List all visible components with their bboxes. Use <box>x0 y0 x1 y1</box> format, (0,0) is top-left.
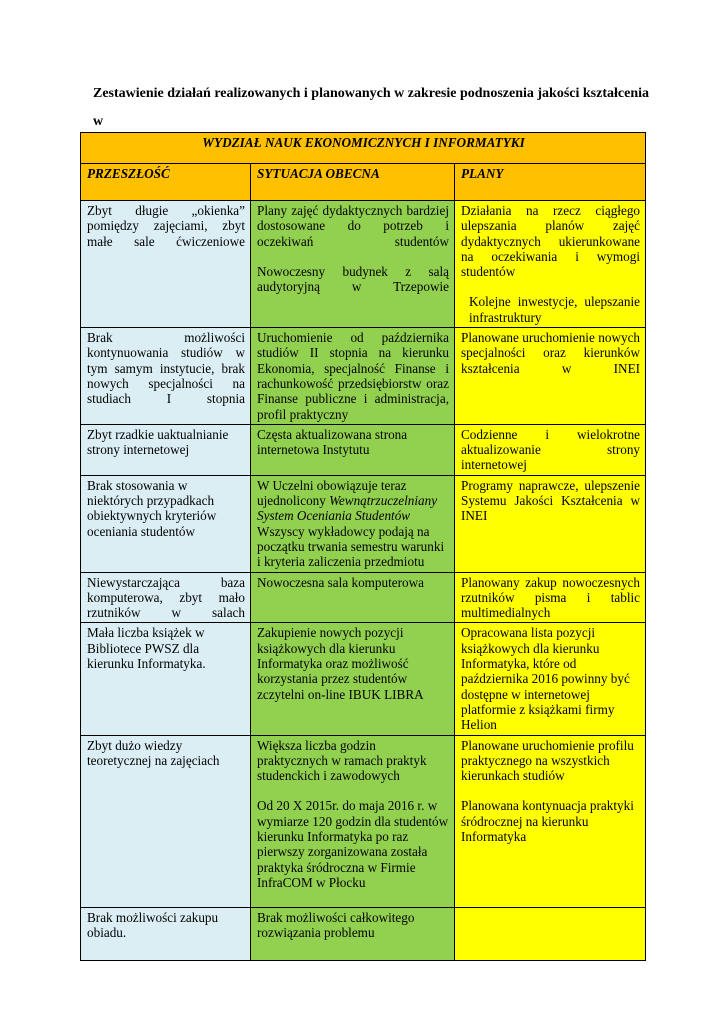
quality-actions-table <box>80 132 646 961</box>
present-paragraph: Plany zajęć dydaktycznych bardziej dostosowane do potrzeb i oczekiwań studentów <box>257 203 449 249</box>
plans-paragraph: Planowane uruchomienie profilu praktycznego na wszystkich kierunkach studiów <box>461 737 634 784</box>
header-past: PRZESZŁOŚĆ <box>81 164 251 201</box>
plans-cell: Planowane uruchomienie nowych specjalności oraz kierunków kształcenia w INEI <box>455 328 646 425</box>
plans-paragraph: Planowana kontynuacja praktyki śródrocznej na kierunku Informatyka <box>461 798 634 844</box>
present-cell: Brak możliwości całkowitego rozwiązania problemu <box>251 907 455 960</box>
plans-cell: Opracowana lista pozycji książkowych dla kierunku Informatyka, które od października 2016 powinny być dostępne w internetowej platformie z książkami firmy Helion <box>455 623 646 735</box>
plans-cell <box>455 907 646 960</box>
faculty-name: WYDZIAŁ NAUK EKONOMICZNYCH I INFORMATYKI <box>81 133 646 164</box>
present-paragraph: Nowoczesny budynek z salą audytoryjną w Trzepowie <box>257 263 449 295</box>
present-paragraph: Większa liczba godzin praktycznych w ramach praktyk studenckich i zawodowych <box>257 737 427 784</box>
plans-cell <box>455 201 646 328</box>
present-cell: Nowoczesna sala komputerowa <box>251 572 455 623</box>
present-text: W Uczelni obowiązuje teraz ujednolicony <box>257 477 407 509</box>
header-plans: PLANY <box>455 164 646 201</box>
present-cell <box>251 201 455 328</box>
header-row <box>81 164 646 201</box>
present-cell: Zakupienie nowych pozycji książkowych dla kierunku Informatyka oraz możliwość korzystania przez studentów zczytelni on-line IBUK LIBRA <box>251 623 455 735</box>
wsos-name: Wewnątrzuczelniany System Oceniania Studentów <box>257 493 438 524</box>
past-cell: Mała liczba książek w Bibliotece PWSZ dla kierunku Informatyka. <box>81 623 251 735</box>
plans-cell: Programy naprawcze, ulepszenie Systemu Jakości Kształcenia w INEI <box>455 475 646 572</box>
table-row <box>81 201 646 328</box>
plans-paragraph: Kolejne inwestycje, ulepszanie infrastruktury <box>469 294 641 325</box>
present-paragraph: Od 20 X 2015r. do maja 2016 r. w wymiarze 120 godzin dla studentów kierunku Informatyka po raz pierwszy zorganizowana została praktyka śródroczna w Firmie InfraCOM w Płocku <box>257 798 449 890</box>
table-row <box>81 572 646 623</box>
table-row <box>81 735 646 907</box>
faculty-row <box>81 133 646 164</box>
plans-cell <box>455 735 646 907</box>
present-cell: Częsta aktualizowana strona internetowa Instytutu <box>251 424 455 475</box>
past-cell: Zbyt rzadkie uaktualnianie strony internetowej <box>81 424 251 475</box>
past-cell: Brak możliwości kontynuowania studiów w tym samym instytucie, brak nowych specjalności na studiach I stopnia <box>81 328 251 425</box>
past-cell: Zbyt dużo wiedzy teoretycznej na zajęciach <box>81 735 251 907</box>
plans-cell: Codzienne i wielokrotne aktualizowanie strony internetowej <box>455 424 646 475</box>
present-cell <box>251 735 455 907</box>
plans-cell: Planowany zakup nowoczesnych rzutników pisma i tablic multimedialnych <box>455 572 646 623</box>
past-cell: Brak stosowania w niektórych przypadkach obiektywnych kryteriów oceniania studentów <box>81 475 251 572</box>
present-cell <box>251 475 455 572</box>
past-cell: Brak możliwości zakupu obiadu. <box>81 907 251 960</box>
present-text: Wszyscy wykładowcy podają na początku trwania semestru warunki i kryteria zaliczenia przedmiotu <box>257 523 445 570</box>
table-row <box>81 424 646 475</box>
table-row <box>81 623 646 735</box>
plans-paragraph: Działania na rzecz ciągłego ulepszania planów zajęć dydaktycznych ukierunkowane na oczekiwania i wymogi studentów <box>461 203 641 280</box>
past-cell: Niewystarczająca baza komputerowa, zbyt mało rzutników w salach <box>81 572 251 623</box>
title-line-1: Zestawienie działań realizowanych i planowanych w zakresie podnoszenia jakości kształcenia w <box>93 86 649 129</box>
table-row <box>81 907 646 960</box>
table-row <box>81 328 646 425</box>
past-cell: Zbyt długie „okienka” pomiędzy zajęciami, zbyt małe sale ćwiczeniowe <box>81 201 251 328</box>
present-cell: Uruchomienie od października studiów II stopnia na kierunku Ekonomia, specjalność Finanse i rachunkowość przedsiębiorstw oraz Finanse publiczne i administracja, profil praktyczny <box>251 328 455 425</box>
header-present: SYTUACJA OBECNA <box>251 164 455 201</box>
table-row <box>81 475 646 572</box>
